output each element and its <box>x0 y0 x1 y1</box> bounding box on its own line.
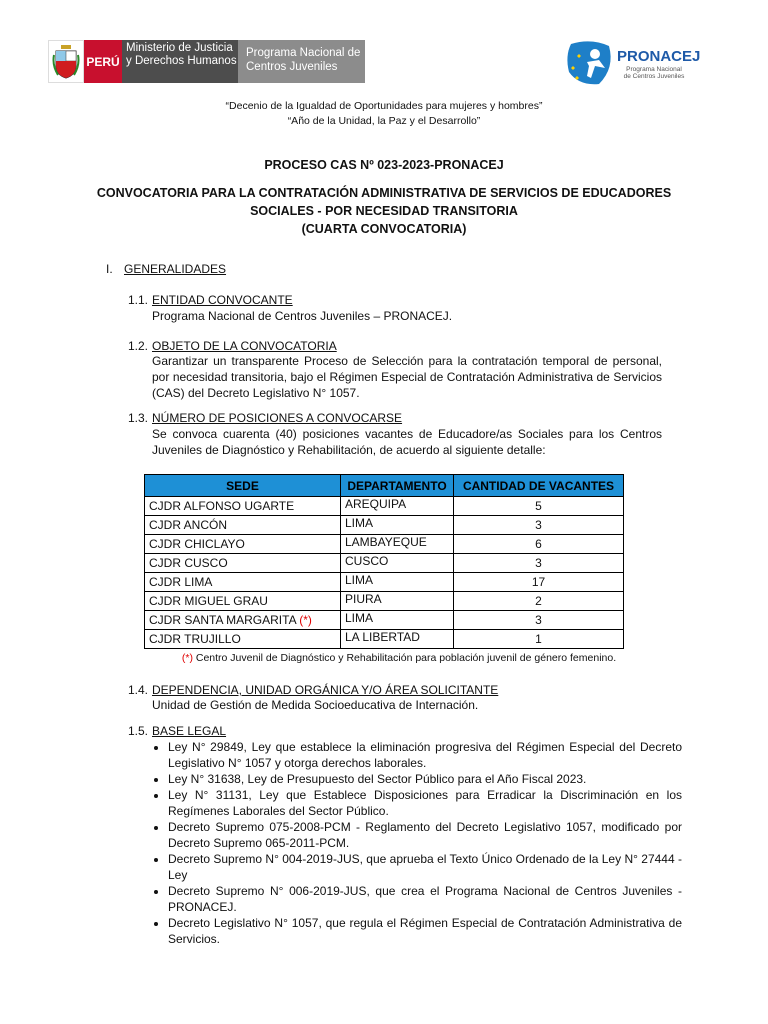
header-sede: SEDE <box>145 475 341 497</box>
cell-sede: CJDR MIGUEL GRAU <box>145 592 341 611</box>
call-title-line-1: CONVOCATORIA PARA LA CONTRATACIÓN ADMINISTRATIVA DE SERVICIOS DE EDUCADORES <box>96 186 672 200</box>
coat-of-arms-icon <box>48 40 84 83</box>
section-1-3-text: Se convoca cuarenta (40) posiciones vacantes de Educadore/as Sociales para los Centros Juveniles de Diagnóstico y Rehabilitación, de acuerdo al siguiente detalle: <box>152 427 662 457</box>
section-1-1-number: 1.1. <box>128 293 149 307</box>
cell-cantidad: 17 <box>454 573 624 592</box>
government-logo <box>48 40 365 83</box>
pronacej-subtitle: Programa Nacional de Centros Juveniles <box>623 66 685 80</box>
section-1-2-number: 1.2. <box>128 339 149 353</box>
cell-cantidad: 3 <box>454 516 624 535</box>
cell-cantidad: 2 <box>454 592 624 611</box>
cell-cantidad: 3 <box>454 554 624 573</box>
call-title-line-2: SOCIALES - POR NECESIDAD TRANSITORIA <box>250 204 518 218</box>
cell-departamento: CUSCO <box>341 554 454 573</box>
cell-sede: CJDR LIMA <box>145 573 341 592</box>
list-item: • Decreto Supremo N° 006-2019-JUS, que crea el Programa Nacional de Centros Juveniles - PRONACEJ. <box>168 883 682 915</box>
cell-sede: CJDR ANCÓN <box>145 516 341 535</box>
footnote-mark: (*) <box>181 652 193 664</box>
table-row <box>145 611 624 630</box>
table-row <box>145 573 624 592</box>
pronacej-mark-icon <box>565 38 617 88</box>
motto-line-1: “Decenio de la Igualdad de Oportunidades para mujeres y hombres” <box>225 100 543 112</box>
table-footnote <box>0 652 768 664</box>
call-title-line-3: (CUARTA CONVOCATORIA) <box>301 222 467 236</box>
section-1-4-title: DEPENDENCIA, UNIDAD ORGÁNICA Y/O ÁREA SOLICITANTE <box>152 683 499 697</box>
country-label: PERÚ <box>84 40 122 83</box>
table-row <box>145 592 624 611</box>
list-item: • Ley N° 31131, Ley que Establece Disposiciones para Erradicar la Discriminación en los Regímenes Laborales del Sector Público. <box>168 787 682 819</box>
vacancies-table <box>144 474 624 649</box>
ministry-label: Ministerio de Justicia y Derechos Humanos <box>122 40 238 83</box>
section-1-4-text: Unidad de Gestión de Medida Socioeducativa de Internación. <box>152 698 479 712</box>
section-1-2-title: OBJETO DE LA CONVOCATORIA <box>152 339 337 353</box>
section-1-5-number: 1.5. <box>128 724 149 738</box>
cell-departamento: AREQUIPA <box>341 497 454 516</box>
cell-departamento: LIMA <box>341 611 454 630</box>
cell-cantidad: 6 <box>454 535 624 554</box>
table-row <box>145 516 624 535</box>
cell-sede: CJDR ALFONSO UGARTE <box>145 497 341 516</box>
process-title: PROCESO CAS Nº 023-2023-PRONACEJ <box>264 158 504 172</box>
program-label: Programa Nacional de Centros Juveniles <box>238 40 365 83</box>
list-item: • Ley N° 31638, Ley de Presupuesto del Sector Público para el Año Fiscal 2023. <box>168 771 682 787</box>
list-item: • Ley N° 29849, Ley que establece la eliminación progresiva del Régimen Especial del Decreto Legislativo N° 1057 y otorga derechos laborales. <box>168 739 682 771</box>
cell-departamento: LIMA <box>341 573 454 592</box>
header-departamento: DEPARTAMENTO <box>341 475 454 497</box>
list-item: • Decreto Supremo N° 004-2019-JUS, que aprueba el Texto Único Ordenado de la Ley N° 27444 - Ley <box>168 851 682 883</box>
legal-basis-list <box>148 739 682 947</box>
section-1-number: I. <box>106 262 113 276</box>
cell-departamento: LAMBAYEQUE <box>341 535 454 554</box>
cell-cantidad: 1 <box>454 630 624 649</box>
header-cantidad: CANTIDAD DE VACANTES <box>454 475 624 497</box>
section-1-5-title: BASE LEGAL <box>152 724 227 738</box>
pronacej-name: PRONACEJ <box>617 48 701 65</box>
section-1-1-title: ENTIDAD CONVOCANTE <box>152 293 293 307</box>
list-item: • Decreto Legislativo N° 1057, que regula el Régimen Especial de Contratación Administrativa de Servicios. <box>168 915 682 947</box>
table-header-row <box>145 475 624 497</box>
cell-sede: CJDR SANTA MARGARITA (*) <box>145 611 341 630</box>
cell-departamento: LA LIBERTAD <box>341 630 454 649</box>
cell-cantidad: 5 <box>454 497 624 516</box>
motto-line-2: “Año de la Unidad, la Paz y el Desarrollo” <box>287 115 481 127</box>
section-1-4-number: 1.4. <box>128 683 149 697</box>
list-item: • Decreto Supremo 075-2008-PCM - Reglamento del Decreto Legislativo 1057, modificado por Decreto Supremo 065-2011-PCM. <box>168 819 682 851</box>
table-row <box>145 497 624 516</box>
section-1-title: GENERALIDADES <box>124 262 227 276</box>
cell-sede: CJDR CUSCO <box>145 554 341 573</box>
table-row <box>145 554 624 573</box>
cell-departamento: LIMA <box>341 516 454 535</box>
section-1-2-text: Garantizar un transparente Proceso de Selección para la contratación temporal de personal, por necesidad transitoria, bajo el Régimen Especial de Contratación Administrativa de Servicios (CAS) del Decreto Legislativo N° 1057. <box>152 354 662 400</box>
pronacej-logo <box>565 38 701 88</box>
footnote-text: Centro Juvenil de Diagnóstico y Rehabilitación para población juvenil de género femenino. <box>192 652 617 664</box>
table-row <box>145 535 624 554</box>
section-1-3-number: 1.3. <box>128 411 149 425</box>
cell-sede: CJDR TRUJILLO <box>145 630 341 649</box>
cell-cantidad: 3 <box>454 611 624 630</box>
section-1-1-text: Programa Nacional de Centros Juveniles – PRONACEJ. <box>152 309 453 323</box>
cell-departamento: PIURA <box>341 592 454 611</box>
section-1-3-title: NÚMERO DE POSICIONES A CONVOCARSE <box>152 411 403 425</box>
table-row <box>145 630 624 649</box>
footnote-mark: (*) <box>299 613 312 627</box>
cell-sede: CJDR CHICLAYO <box>145 535 341 554</box>
